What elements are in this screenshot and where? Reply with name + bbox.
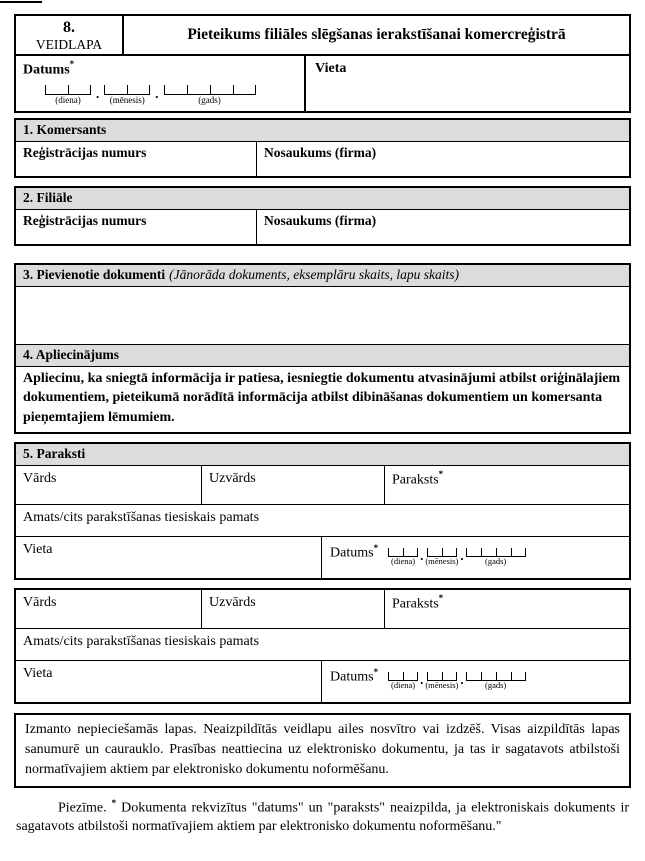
apliecinajums-statement: Apliecinu, ka sniegtā informācija ir patiesa, iesniegtie dokumentu atvasinājumi atbilst oriģinālajiem dokumentiem, pieteikumā norādītā informācija atbilst dibināšanas dokumentiem un komersanta pieņemtajiem lēmumiem. <box>23 371 621 425</box>
date-month-group <box>425 548 458 567</box>
vards-label: Vārds <box>23 470 57 486</box>
form-title-row <box>16 16 629 56</box>
section-filiale <box>14 186 631 246</box>
day-unit-label: (diena) <box>55 95 81 106</box>
date-dot: . <box>460 671 464 687</box>
date-dot: . <box>96 86 100 102</box>
section5-title: 5. Paraksti <box>16 444 629 466</box>
piezime-note <box>14 797 631 837</box>
date-month-group <box>425 672 458 691</box>
piezime-text: Dokumenta rekvizītus "datums" un "paraksts" neaizpilda, ja elektroniskais dokuments ir sagatavots atbilstoši normatīvajiem aktiem par elektronisko dokumentu noformēšanu." <box>16 800 629 835</box>
paraksts-cell[interactable] <box>385 590 629 628</box>
section-paraksti <box>14 442 631 580</box>
section-komersants <box>14 118 631 178</box>
year-unit-label: (gads) <box>484 679 507 690</box>
form-number-cell <box>16 16 124 54</box>
date-year-group <box>466 672 526 691</box>
section3-title: 3. Pievienotie dokumenti <box>23 267 166 282</box>
vards-cell[interactable] <box>16 466 202 504</box>
form-title: Pieteikums filiāles slēgšanas ierakstīšanai komercreģistrā <box>187 26 566 43</box>
section3-header <box>16 265 629 287</box>
form-header-table <box>14 14 631 113</box>
day-unit-label: (diena) <box>391 679 416 690</box>
date-month-group <box>104 85 150 105</box>
date-day-group <box>388 672 418 691</box>
regnum-label: Reģistrācijas numurs <box>23 145 147 160</box>
filiale-regnum-cell[interactable] <box>16 210 257 244</box>
dokumenti-input-area[interactable] <box>16 287 629 344</box>
date-day-group <box>45 85 91 105</box>
signature-date-field[interactable] <box>388 672 526 691</box>
datums-label: Datums <box>23 62 70 78</box>
amats-label: Amats/cits parakstīšanas tiesiskais pamats <box>23 509 260 525</box>
section-dokumenti-apliecinajums <box>14 263 631 434</box>
vards-label: Vārds <box>23 594 57 610</box>
amats-cell[interactable] <box>16 629 629 661</box>
paraksts-label: Paraksts <box>392 472 439 488</box>
vieta-cell[interactable] <box>16 537 322 578</box>
uzvards-label: Uzvārds <box>209 470 256 486</box>
section-paraksti-2 <box>14 588 631 704</box>
section1-title: 1. Komersants <box>16 120 629 142</box>
date-dot: . <box>420 671 424 687</box>
regnum-label: Reģistrācijas numurs <box>23 213 147 228</box>
uzvards-cell[interactable] <box>202 590 385 628</box>
header-date-field[interactable] <box>45 85 256 105</box>
datums-asterisk: * <box>69 59 75 69</box>
vieta-label: Vieta <box>23 665 53 681</box>
header-place-cell[interactable] <box>306 56 629 111</box>
vieta-label: Vieta <box>315 61 347 76</box>
month-unit-label: (mēnesis) <box>425 555 459 566</box>
piezime-label: Piezīme. <box>58 800 107 816</box>
filiale-name-cell[interactable] <box>257 210 629 244</box>
uzvards-label: Uzvārds <box>209 594 256 610</box>
name-label: Nosaukums (firma) <box>264 145 377 160</box>
section3-note: (Jānorāda dokuments, eksemplāru skaits, lapu skaits) <box>169 267 459 282</box>
header-date-cell[interactable] <box>16 56 306 111</box>
piezime-asterisk: * <box>111 797 117 808</box>
vards-cell[interactable] <box>16 590 202 628</box>
date-dot: . <box>420 547 424 563</box>
date-dot: . <box>155 86 159 102</box>
scan-artifact <box>0 1 42 3</box>
datums-label: Datums* <box>330 666 379 685</box>
vieta-label: Vieta <box>23 541 53 557</box>
uzvards-cell[interactable] <box>202 466 385 504</box>
name-label: Nosaukums (firma) <box>264 213 377 228</box>
datums-cell[interactable] <box>322 537 629 578</box>
section4-title: 4. Apliecinājums <box>16 344 629 367</box>
paraksts-asterisk: * <box>438 592 444 603</box>
date-dot: . <box>460 547 464 563</box>
section2-title: 2. Filiāle <box>16 188 629 210</box>
paraksts-cell[interactable] <box>385 466 629 504</box>
year-unit-label: (gads) <box>198 95 221 106</box>
date-year-group <box>164 85 256 105</box>
usage-note: Izmanto nepieciešamās lapas. Neaizpildītās veidlapu ailes nosvītro vai izdzēš. Visas aizpildītās lapas sanumurē un caurauklo. Prasības neattiecina uz elektronisko dokumentu, ja tas ir sagatavots atbilstoši normatīvajiem aktiem par elektronisko dokumentu noformēšanu. <box>14 713 631 788</box>
month-unit-label: (mēnesis) <box>425 679 459 690</box>
datums-label: Datums* <box>330 542 379 561</box>
komersants-name-cell[interactable] <box>257 142 629 176</box>
day-unit-label: (diena) <box>391 555 416 566</box>
date-place-row <box>16 56 629 111</box>
paraksts-label: Paraksts <box>392 596 439 612</box>
date-day-group <box>388 548 418 567</box>
komersants-regnum-cell[interactable] <box>16 142 257 176</box>
paraksts-asterisk: * <box>438 468 444 479</box>
year-unit-label: (gads) <box>484 555 507 566</box>
amats-cell[interactable] <box>16 505 629 537</box>
datums-cell[interactable] <box>322 661 629 702</box>
date-year-group <box>466 548 526 567</box>
month-unit-label: (mēnesis) <box>109 95 145 106</box>
form-number-label: VEIDLAPA <box>35 36 103 52</box>
form-number: 8. <box>63 19 75 36</box>
amats-label: Amats/cits parakstīšanas tiesiskais pamats <box>23 633 260 649</box>
vieta-cell[interactable] <box>16 661 322 702</box>
signature-date-field[interactable] <box>388 548 526 567</box>
